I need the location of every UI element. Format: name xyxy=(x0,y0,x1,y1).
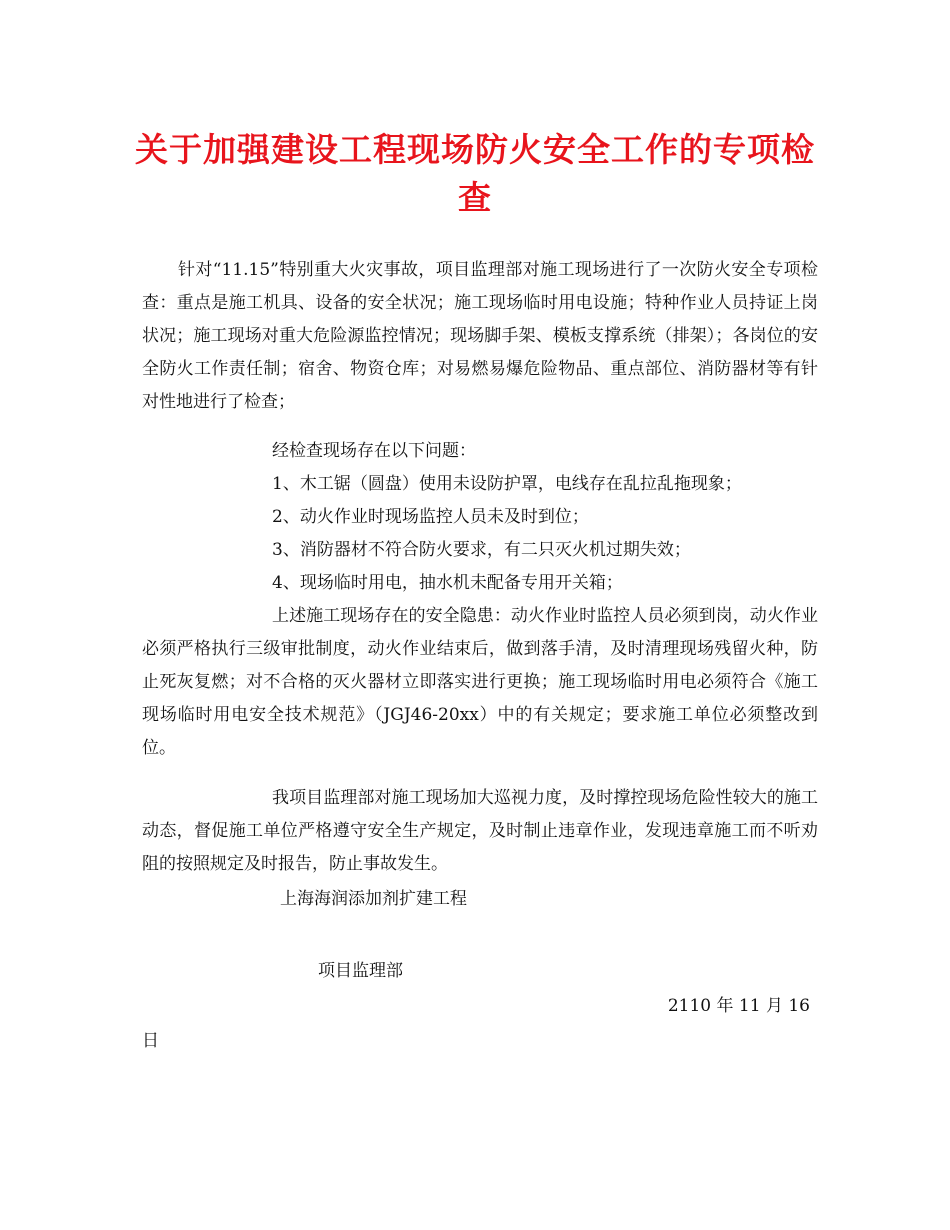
signature-date: 2110 年 11 月 16 xyxy=(667,996,810,1016)
intro-paragraph: 针对“11.15”特别重大火灾事故，项目监理部对施工现场进行了一次防火安全专项检查：重点是施工机具、设备的安全状况；施工现场临时用电设施；特种作业人员持证上岗状况；施工现场对重大危险源监控情况；现场脚手架、模板支撑系统（排架）；各岗位的安全防火工作责任制；宿舍、物资仓库；对易燃易爆危险物品、重点部位、消防器材等有针对性地进行了检查； xyxy=(142,260,818,412)
problem-item-4: 4、现场临时用电，抽水机未配备专用开关箱； xyxy=(272,573,623,593)
signature-date-day-suffix: 日 xyxy=(142,1031,159,1051)
organization-signature: 上海海润添加剂扩建工程 xyxy=(280,889,467,909)
remediation-paragraph: 上述施工现场存在的安全隐患：动火作业时监控人员必须到岗，动火作业必须严格执行三级审批制度，动火作业结束后，做到落手清，及时清理现场残留火种，防止死灰复燃；对不合格的灭火器材立即落实进行更换；施工现场临时用电必须符合《施工现场临时用电安全技术规范》（JGJ46-20xx）中的有关规定；要求施工单位必须整改到位。 xyxy=(142,606,818,758)
problem-item-3: 3、消防器材不符合防火要求，有二只灭火机过期失效； xyxy=(272,540,691,560)
problem-item-1: 1、木工锯（圆盘）使用未设防护罩，电线存在乱拉乱拖现象； xyxy=(272,474,742,494)
department-signature: 项目监理部 xyxy=(318,961,403,981)
commitment-paragraph: 我项目监理部对施工现场加大巡视力度，及时撑控现场危险性较大的施工动态，督促施工单位严格遵守安全生产规定，及时制止违章作业，发现违章施工而不听劝阻的按照规定及时报告，防止事故发生。 xyxy=(142,788,818,874)
problems-heading: 经检查现场存在以下问题： xyxy=(272,441,476,461)
problem-item-2: 2、动火作业时现场监控人员未及时到位； xyxy=(272,507,589,527)
document-title: 关于加强建设工程现场防火安全工作的专项检查 xyxy=(135,130,815,217)
